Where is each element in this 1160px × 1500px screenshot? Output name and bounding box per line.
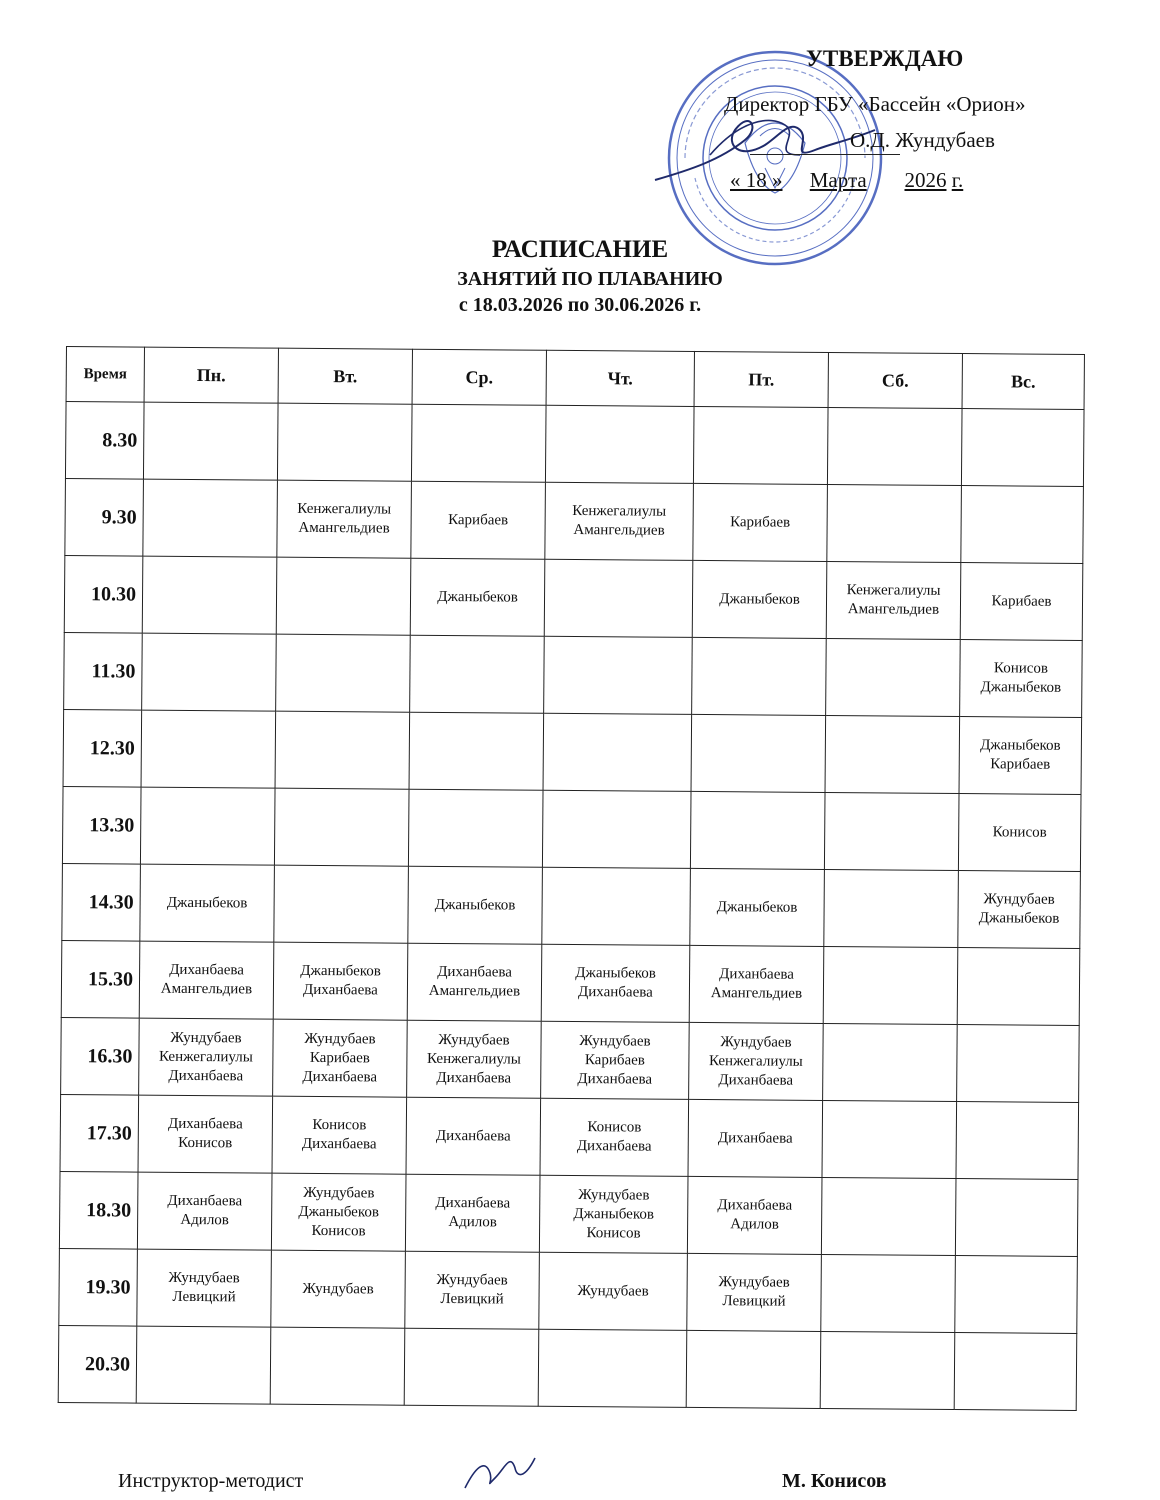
instructor-name: Жундубаев xyxy=(579,1032,651,1050)
schedule-cell xyxy=(142,633,277,711)
instructor-name: Диханбаева xyxy=(576,1138,652,1155)
schedule-cell xyxy=(542,790,691,868)
instructor-name: Конисов xyxy=(178,1134,233,1152)
instructor-name: Диханбаева xyxy=(718,1071,794,1089)
approval-date-suffix: г. xyxy=(951,168,964,192)
schedule-cell xyxy=(276,634,411,712)
schedule-cell xyxy=(139,941,274,1019)
approval-signer: О.Д. Жундубаев xyxy=(850,128,995,152)
instructor-name: Жундубаев xyxy=(170,1029,242,1046)
time-cell: 17.30 xyxy=(60,1094,139,1172)
instructor-signature xyxy=(455,1448,545,1498)
schedule-cell xyxy=(545,405,694,483)
schedule-cell xyxy=(538,1329,687,1407)
schedule-cell xyxy=(690,791,825,869)
header-cell: Пн. xyxy=(144,347,278,403)
schedule-header-row xyxy=(66,347,1084,410)
instructor-name: Карибаев xyxy=(730,513,791,531)
instructor-name: Жундубаев xyxy=(438,1031,510,1049)
schedule-cell xyxy=(277,403,412,481)
schedule-cell xyxy=(274,865,409,943)
schedule-cell xyxy=(691,714,826,792)
table-row xyxy=(61,940,1080,1025)
instructor-name: Жундубаев xyxy=(578,1186,650,1204)
instructor-name: Карибаев xyxy=(309,1049,370,1066)
instructor-name: Диханбаева xyxy=(577,1070,653,1088)
instructor-name: Диханбаева xyxy=(717,1129,793,1147)
schedule-cell xyxy=(544,636,693,714)
table-row xyxy=(64,555,1083,640)
schedule-cell xyxy=(957,1025,1080,1103)
instructor-name: Адилов xyxy=(730,1216,779,1233)
schedule-cell xyxy=(405,1251,540,1329)
schedule-cell xyxy=(539,1175,688,1253)
schedule-cell xyxy=(820,1331,955,1409)
schedule-cell xyxy=(275,711,410,789)
schedule-cell xyxy=(821,1177,956,1255)
instructor-name: Амангельдиев xyxy=(710,985,803,1002)
schedule-cell xyxy=(545,482,694,560)
approval-date xyxy=(730,168,963,193)
schedule-cell xyxy=(821,1254,956,1332)
table-row xyxy=(65,402,1084,487)
instructor-name: Диханбаева xyxy=(303,981,378,999)
footer-name: М. Конисов xyxy=(782,1470,887,1492)
schedule-cell xyxy=(273,942,408,1020)
instructor-name: Джаныбеков xyxy=(166,894,248,911)
header-cell: Время xyxy=(66,347,144,403)
instructor-name: Жундубаев xyxy=(304,1030,376,1047)
instructor-name: Жундубаев xyxy=(303,1184,375,1201)
schedule-cell xyxy=(407,943,542,1021)
instructor-name: Кенжегалиулы xyxy=(572,502,667,520)
schedule-cell xyxy=(404,1328,539,1406)
schedule-cell xyxy=(961,486,1084,564)
schedule-cell xyxy=(274,788,409,866)
schedule-cell xyxy=(140,864,275,942)
schedule-cell xyxy=(824,792,959,870)
instructor-name: Джаныбеков xyxy=(573,1205,655,1223)
instructor-name: Джаныбеков xyxy=(437,588,518,606)
schedule-cell xyxy=(956,1102,1079,1180)
schedule-cell xyxy=(693,406,828,484)
schedule-cell xyxy=(957,948,1080,1026)
instructor-name: Диханбаева xyxy=(301,1135,377,1153)
schedule-cell xyxy=(406,1097,541,1175)
table-row xyxy=(64,632,1083,717)
schedule-cell xyxy=(539,1252,688,1330)
instructor-name: Диханбаева xyxy=(169,961,245,979)
document-subtitle: ЗАНЯТИЙ ПО ПЛАВАНИЮ xyxy=(457,268,723,290)
schedule-cell xyxy=(137,1172,272,1250)
instructor-name: Джаныбеков xyxy=(980,737,1061,754)
instructor-name: Жундубаев xyxy=(436,1271,508,1289)
table-row xyxy=(62,786,1081,871)
instructor-name: Карибаев xyxy=(448,511,509,528)
time-cell: 10.30 xyxy=(64,555,143,633)
time-cell: 15.30 xyxy=(61,940,140,1018)
table-row xyxy=(59,1171,1078,1256)
schedule-cell xyxy=(960,640,1083,718)
time-cell: 14.30 xyxy=(62,863,141,941)
schedule-cell xyxy=(410,635,545,713)
instructor-name: Диханбаева xyxy=(436,1069,512,1087)
schedule-cell xyxy=(411,404,546,482)
schedule-cell xyxy=(960,563,1083,641)
instructor-name: Жундубаев xyxy=(718,1274,790,1291)
instructor-name: Амангельдиев xyxy=(428,982,521,1000)
signature-line xyxy=(750,154,900,155)
schedule-cell xyxy=(543,713,692,791)
schedule-cell xyxy=(407,1020,542,1098)
schedule-cell xyxy=(411,481,546,559)
schedule-cell xyxy=(958,794,1081,872)
approval-title: УТВЕРЖДАЮ xyxy=(806,46,964,71)
instructor-name: Джаныбеков xyxy=(298,1203,380,1220)
schedule-cell xyxy=(961,409,1084,487)
schedule-cell xyxy=(271,1173,406,1251)
table-row xyxy=(59,1248,1078,1333)
instructor-name: Амангельдиев xyxy=(573,521,665,539)
approval-date-year: 2026 xyxy=(904,168,947,192)
instructor-name: Левицкий xyxy=(172,1288,236,1306)
instructor-name: Диханбаева xyxy=(717,1197,793,1214)
schedule-cell xyxy=(827,484,962,562)
schedule-cell xyxy=(541,1021,690,1099)
schedule-cell xyxy=(958,871,1081,949)
schedule-cell xyxy=(827,407,962,485)
instructor-name: Джаныбеков xyxy=(978,910,1060,927)
instructor-name: Диханбаева xyxy=(578,984,653,1001)
schedule-cell xyxy=(140,787,275,865)
time-cell: 19.30 xyxy=(59,1248,138,1326)
time-cell: 8.30 xyxy=(65,402,144,480)
schedule-cell xyxy=(692,560,827,638)
schedule-cell xyxy=(954,1333,1077,1411)
schedule-cell xyxy=(142,556,277,634)
approval-director: Директор ГБУ «Бассейн «Орион» xyxy=(724,92,1026,116)
instructor-name: Кенжегалиулы xyxy=(158,1048,253,1065)
schedule-cell xyxy=(410,558,545,636)
approval-date-month: Марта xyxy=(809,168,867,192)
approval-date-day: « 18 » xyxy=(730,168,783,192)
schedule-cell xyxy=(143,402,278,480)
instructor-name: Амангельдиев xyxy=(847,601,940,618)
instructor-name: Конисов xyxy=(312,1116,367,1134)
schedule-cell xyxy=(276,557,411,635)
header-cell: Сб. xyxy=(828,352,962,408)
instructor-name: Джаныбеков xyxy=(716,898,798,916)
instructor-name: Адилов xyxy=(180,1211,229,1229)
instructor-name: Конисов xyxy=(992,823,1047,841)
instructor-name: Конисов xyxy=(311,1222,366,1239)
schedule-cell xyxy=(690,868,825,946)
time-cell: 13.30 xyxy=(62,786,141,864)
schedule-cell xyxy=(825,715,960,793)
schedule-cell xyxy=(272,1096,407,1174)
instructor-name: Джаныбеков xyxy=(719,590,800,608)
schedule-cell xyxy=(689,1022,824,1100)
instructor-name: Джаныбеков xyxy=(434,896,516,914)
schedule-cell xyxy=(273,1019,408,1097)
time-cell: 16.30 xyxy=(61,1017,140,1095)
instructor-name: Диханбаева xyxy=(437,963,513,981)
document-period: с 18.03.2026 по 30.06.2026 г. xyxy=(458,294,702,316)
instructor-name: Левицкий xyxy=(440,1290,504,1308)
time-cell: 11.30 xyxy=(64,632,143,710)
table-row xyxy=(62,863,1081,948)
schedule-cell xyxy=(822,1100,957,1178)
instructor-name: Диханбаева xyxy=(435,1194,511,1212)
header-cell: Вт. xyxy=(278,348,412,404)
schedule-cell xyxy=(540,1098,689,1176)
schedule-cell xyxy=(408,866,543,944)
instructor-name: Диханбаева xyxy=(167,1115,243,1133)
schedule-cell xyxy=(270,1327,405,1405)
schedule-cell xyxy=(687,1253,822,1331)
schedule-cell xyxy=(824,869,959,947)
schedule-cell xyxy=(693,483,828,561)
schedule-cell xyxy=(826,561,961,639)
schedule-cell xyxy=(692,637,827,715)
instructor-name: Диханбаева xyxy=(435,1127,511,1145)
instructor-name: Кенжегалиулы xyxy=(426,1050,521,1068)
schedule-cell xyxy=(823,946,958,1024)
schedule-cell xyxy=(143,479,278,557)
schedule-cell xyxy=(271,1250,406,1328)
instructor-name: Конисов xyxy=(993,660,1049,677)
instructor-name: Жундубаев xyxy=(302,1280,374,1297)
schedule-cell xyxy=(959,717,1082,795)
schedule-cell xyxy=(541,944,690,1022)
instructor-name: Конисов xyxy=(587,1119,642,1136)
header-cell: Чт. xyxy=(546,350,694,406)
schedule-cell xyxy=(686,1330,821,1408)
instructor-name: Левицкий xyxy=(722,1293,786,1310)
instructor-name: Диханбаева xyxy=(719,966,795,983)
table-row xyxy=(58,1325,1077,1410)
schedule-cell xyxy=(826,638,961,716)
instructor-name: Кенжегалиулы xyxy=(297,500,392,518)
instructor-name: Кенжегалиулы xyxy=(846,582,941,599)
table-row xyxy=(61,1017,1080,1102)
instructor-name: Амангельдиев xyxy=(160,980,253,998)
schedule-cell xyxy=(542,867,691,945)
time-cell: 9.30 xyxy=(65,478,144,556)
instructor-name: Жундубаев xyxy=(720,1033,792,1051)
schedule-cell xyxy=(823,1023,958,1101)
table-row xyxy=(60,1094,1079,1179)
header-cell: Вс. xyxy=(962,354,1084,410)
instructor-name: Джаныбеков xyxy=(980,679,1062,696)
schedule-cell xyxy=(408,789,543,867)
instructor-name: Диханбаева xyxy=(302,1068,378,1085)
schedule-cell xyxy=(277,480,412,558)
footer-position: Инструктор-методист xyxy=(118,1470,304,1492)
schedule-cell xyxy=(405,1174,540,1252)
schedule-body xyxy=(58,402,1084,1411)
schedule-cell xyxy=(139,1018,274,1096)
header-cell: Пт. xyxy=(694,351,828,407)
instructor-name: Жундубаев xyxy=(577,1282,649,1300)
table-row xyxy=(65,478,1084,563)
instructor-name: Амангельдиев xyxy=(298,519,390,537)
instructor-name: Кенжегалиулы xyxy=(708,1052,803,1070)
instructor-name: Карибаев xyxy=(584,1051,645,1069)
schedule-cell xyxy=(138,1095,273,1173)
instructor-name: Жундубаев xyxy=(168,1269,240,1287)
schedule-cell xyxy=(409,712,544,790)
instructor-name: Адилов xyxy=(448,1214,497,1231)
instructor-name: Джаныбеков xyxy=(300,962,381,980)
schedule-cell xyxy=(136,1326,271,1404)
time-cell: 18.30 xyxy=(59,1171,138,1249)
header-cell: Ср. xyxy=(412,349,546,405)
schedule-cell xyxy=(687,1176,822,1254)
instructor-name: Карибаев xyxy=(990,756,1051,773)
instructor-name: Джаныбеков xyxy=(575,965,656,982)
instructor-name: Диханбаева xyxy=(168,1067,244,1084)
schedule-cell xyxy=(955,1179,1078,1257)
document-title: РАСПИСАНИЕ xyxy=(491,236,669,263)
schedule-cell xyxy=(141,710,276,788)
schedule-cell xyxy=(137,1249,272,1327)
schedule-cell xyxy=(689,945,824,1023)
schedule-cell xyxy=(955,1256,1078,1334)
schedule-cell xyxy=(688,1099,823,1177)
schedule-table xyxy=(58,346,1085,1411)
schedule-cell xyxy=(544,559,693,637)
time-cell: 20.30 xyxy=(58,1325,137,1403)
instructor-name: Карибаев xyxy=(991,592,1052,610)
table-row xyxy=(63,709,1082,794)
instructor-name: Диханбаева xyxy=(167,1192,243,1210)
instructor-name: Конисов xyxy=(586,1224,641,1242)
instructor-name: Жундубаев xyxy=(983,891,1055,908)
time-cell: 12.30 xyxy=(63,709,142,787)
